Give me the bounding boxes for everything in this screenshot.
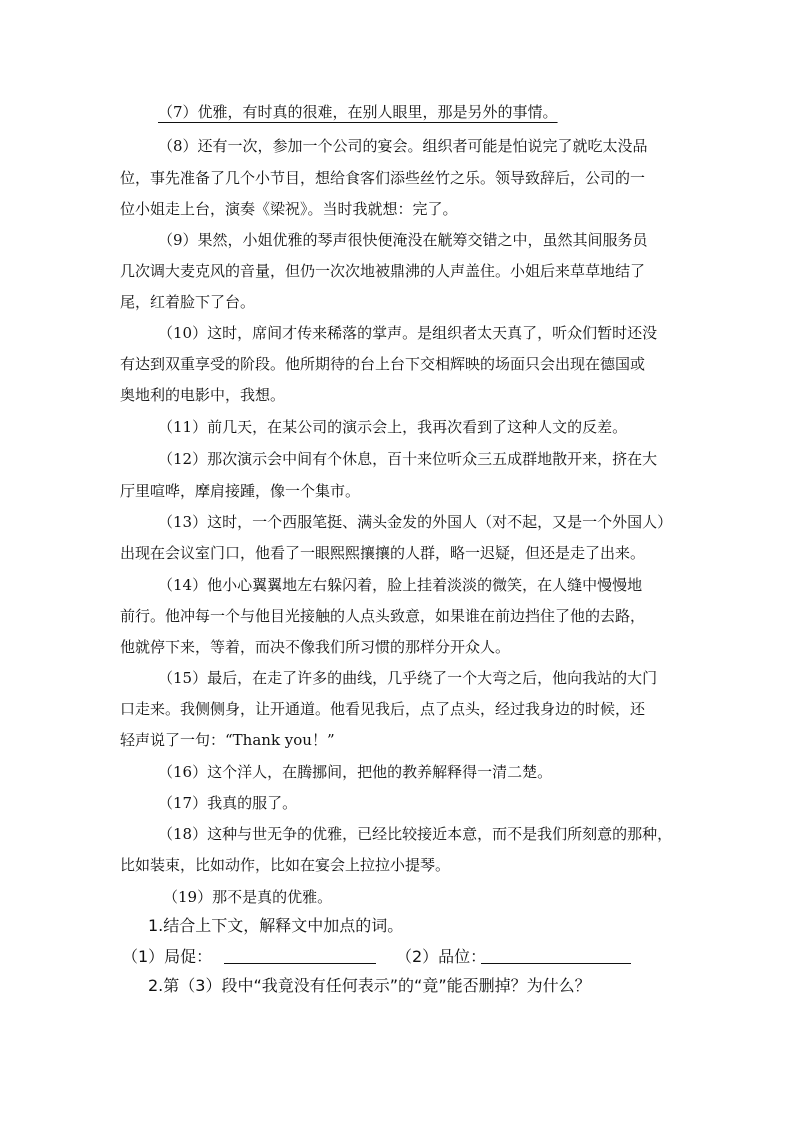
paragraph-8-line-3: 位小姐走上台，演奏《梁祝》。当时我就想：完了。 — [120, 200, 458, 218]
paragraph-9-line-2: 几次调大麦克风的音量，但仍一次次地被鼎沸的人声盖住。小姐后来草草地结了 — [120, 262, 646, 280]
paragraph-16-line-1: （16）这个洋人，在腾挪间，把他的教养解释得一清二楚。 — [158, 763, 553, 781]
answer-blank-2[interactable] — [481, 963, 631, 964]
paragraph-13-line-2: 出现在会议室门口，他看了一眼熙熙攘攘的人群，略一迟疑，但还是走了出来。 — [120, 544, 646, 562]
paragraph-17-line-1: （17）我真的服了。 — [158, 794, 298, 812]
paragraph-10-line-2: 有达到双重享受的阶段。他所期待的台上台下交相辉映的场面只会出现在德国或 — [120, 355, 646, 373]
paragraph-14-line-1: （14）他小心翼翼地左右躲闪着，脸上挂着淡淡的微笑，在人缝中慢慢地 — [158, 576, 643, 594]
paragraph-18-line-2: 比如装束，比如动作，比如在宴会上拉拉小提琴。 — [120, 856, 451, 874]
paragraph-12-line-1: （12）那次演示会中间有个休息，百十来位听众三五成群地散开来，挤在大 — [158, 450, 658, 468]
question-1-prompt: 1.结合上下文，解释文中加点的词。 — [148, 916, 404, 935]
paragraph-14-line-2: 前行。他冲每一个与他目光接触的人点头致意，如果谁在前边挡住了他的去路， — [120, 607, 646, 625]
paragraph-9-line-1: （9）果然，小姐优雅的琴声很快便淹没在觥筹交错之中，虽然其间服务员 — [158, 231, 648, 249]
question-1-sub-1-label: （1）局促： — [122, 947, 213, 966]
paragraph-10-line-1: （10）这时，席间才传来稀落的掌声。是组织者太天真了，听众们暂时还没 — [158, 324, 658, 342]
paragraph-15-line-2: 口走来。我侧侧身，让开通道。他看见我后，点了点头，经过我身边的时候，还 — [120, 700, 646, 718]
paragraph-15-line-3: 轻声说了一句：“Thank you！” — [120, 731, 335, 749]
question-2-prompt: 2.第（3）段中“我竟没有任何表示”的“竟”能否删掉？为什么？ — [148, 976, 591, 995]
paragraph-14-line-3: 他就停下来，等着，而决不像我们所习惯的那样分开众人。 — [120, 638, 511, 656]
paragraph-7-line-1: （7）优雅，有时真的很难，在别人眼里，那是另外的事情。 — [158, 103, 558, 121]
paragraph-19-line-1: （19）那不是真的优雅。 — [163, 888, 333, 906]
paragraph-18-line-1: （18）这种与世无争的优雅，已经比较接近本意，而不是我们所刻意的那种， — [158, 825, 673, 843]
paragraph-12-line-2: 厅里喧哗，摩肩接踵，像一个集市。 — [120, 482, 361, 500]
paragraph-8-line-1: （8）还有一次，参加一个公司的宴会。组织者可能是怕说完了就吃太没品 — [158, 137, 648, 155]
paragraph-8-line-2: 位，事先准备了几个小节目，想给食客们添些丝竹之乐。领导致辞后，公司的一 — [120, 169, 646, 187]
paragraph-9-line-3: 尾，红着脸下了台。 — [120, 293, 256, 311]
question-1-sub-2-label: （2）品位： — [396, 947, 487, 966]
answer-blank-1[interactable] — [224, 963, 376, 964]
paragraph-13-line-1: （13）这时，一个西服笔挺、满头金发的外国人（对不起，又是一个外国人） — [158, 513, 673, 531]
paragraph-11-line-1: （11）前几天，在某公司的演示会上，我再次看到了这种人文的反差。 — [158, 418, 628, 436]
paragraph-10-line-3: 奥地利的电影中，我想。 — [120, 386, 286, 404]
paragraph-15-line-1: （15）最后，在走了许多的曲线，几乎绕了一个大弯之后，他向我站的大门 — [158, 669, 658, 687]
